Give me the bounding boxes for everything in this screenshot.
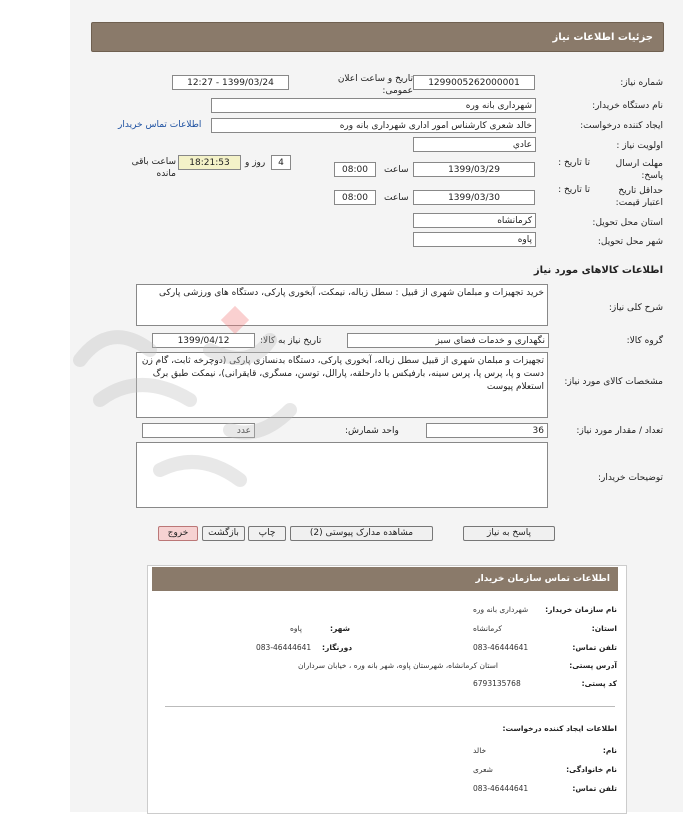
announce-label: تاریخ و ساعت اعلان عمومی: [337, 74, 413, 96]
back-button[interactable]: بازگشت [202, 526, 245, 541]
need-date-field[interactable]: 1399/04/12 [152, 333, 255, 348]
family-value: شعری [473, 765, 493, 774]
buyer-notes-field[interactable] [136, 442, 548, 508]
city-card-value: پاوه [290, 624, 302, 633]
address-label: آدرس پستی: [569, 661, 617, 670]
priority-label: اولویت نیاز : [616, 141, 663, 151]
fax-label: دورنگار: [322, 643, 353, 652]
announce-field[interactable]: 1399/03/24 - 12:27 [172, 75, 289, 90]
remaining-time-field: 18:21:53 [178, 155, 241, 170]
province-card-value: کرمانشاه [473, 624, 503, 633]
card-divider [165, 706, 615, 707]
print-button[interactable]: چاپ [248, 526, 286, 541]
summary-field[interactable]: خرید تجهیزات و مبلمان شهری از قبیل : سطل زباله، نیمکت، آبخوری پارکی، دستگاه های ورزشی پارکی [136, 284, 548, 326]
buyer-org-label: نام دستگاه خریدار: [592, 101, 663, 111]
unit-label: واحد شمارش: [345, 426, 399, 436]
province-field[interactable]: کرمانشاه [413, 213, 536, 228]
family-label: نام خانوادگی: [566, 765, 617, 774]
validity-time-label: ساعت [384, 193, 409, 203]
buyer-notes-label: توضیحات خریدار: [597, 473, 663, 483]
deadline-time-field[interactable]: 08:00 [334, 162, 376, 177]
buyer-org-field[interactable]: شهرداری بانه وره [211, 98, 536, 113]
postal-label: کد پستی: [581, 679, 617, 688]
validity-time-field[interactable]: 08:00 [334, 190, 376, 205]
days-label: روز و [245, 158, 266, 168]
contact-info-link[interactable]: اطلاعات تماس خریدار [118, 120, 202, 130]
qty-field[interactable]: 36 [426, 423, 548, 438]
creator-phone-label: تلفن تماس: [572, 784, 617, 793]
deadline-label: مهلت ارسال پاسخ: [615, 159, 663, 181]
validity-label: حداقل تاریخ اعتبار قیمت: [615, 186, 663, 208]
contact-card [147, 565, 627, 814]
unit-field[interactable]: عدد [142, 423, 255, 438]
qty-label: تعداد / مقدار مورد نیاز: [576, 426, 663, 436]
creator-section-title: اطلاعات ایجاد کننده درخواست: [502, 724, 617, 733]
address-value: استان کرمانشاه، شهرستان پاوه، شهر بانه وره ، خیابان سرداران [298, 661, 498, 670]
org-value: شهرداری بانه وره [473, 605, 529, 614]
phone-card-value: 083-46444641 [473, 643, 529, 652]
city-field[interactable]: پاوه [413, 232, 536, 247]
province-label: استان محل تحویل: [592, 218, 663, 228]
phone-card-label: تلفن تماس: [572, 643, 617, 652]
contact-card-title: اطلاعات تماس سازمان خریدار [152, 567, 618, 591]
group-field[interactable]: نگهداری و خدمات فضای سبز [347, 333, 549, 348]
org-label: نام سازمان خریدار: [545, 605, 617, 614]
spec-label: مشخصات کالای مورد نیاز: [564, 377, 663, 387]
deadline-time-label: ساعت [384, 165, 409, 175]
name-label: نام: [602, 746, 617, 755]
exit-button[interactable]: خروج [158, 526, 198, 541]
priority-field[interactable]: عادي [413, 137, 536, 152]
days-field[interactable]: 4 [271, 155, 291, 170]
validity-to-date-label: تا تاریخ : [558, 185, 590, 195]
need-number-label: شماره نیاز: [620, 78, 663, 88]
creator-field[interactable]: خالد شعری کارشناس امور اداری شهرداری بانه وره [211, 118, 536, 133]
goods-section-title: اطلاعات کالاهای مورد نیاز [533, 265, 663, 276]
reply-button[interactable]: پاسخ به نیاز [463, 526, 555, 541]
fax-value: 083-46444641 [256, 643, 312, 652]
validity-date-field[interactable]: 1399/03/30 [413, 190, 535, 205]
city-card-label: شهر: [330, 624, 350, 633]
need-number-field[interactable]: 1299005262000001 [413, 75, 535, 90]
city-label: شهر محل تحویل: [597, 237, 663, 247]
remaining-label: ساعت باقی مانده [131, 157, 176, 179]
summary-label: شرح کلی نیاز: [608, 303, 663, 313]
deadline-date-field[interactable]: 1399/03/29 [413, 162, 535, 177]
spec-field[interactable]: تجهیزات و مبلمان شهری از قبیل سطل زباله، آبخوری پارکی، دستگاه بدنسازی پارکی (دوچرخه ثابت، گام زن دست و پا، پرس پا، پرس سینه، بارفیکس با دارحلقه، پارالل، توسن، مسگری، قایقرانی)، نیمکت طبق برگ استعلام پیوست [136, 352, 548, 418]
group-label: گروه کالا: [626, 336, 663, 346]
creator-label: ایجاد کننده درخواست: [580, 121, 663, 131]
need-date-label: تاریخ نیاز به کالا: [260, 336, 322, 346]
creator-phone-value: 083-46444641 [473, 784, 529, 793]
postal-value: 6793135768 [473, 679, 521, 688]
name-value: خالد [473, 746, 487, 755]
page-title: جزئیات اطلاعات نیاز [91, 22, 664, 52]
attachments-button[interactable]: مشاهده مدارک پیوستی (2) [290, 526, 433, 541]
deadline-to-date-label: تا تاریخ : [558, 158, 590, 168]
province-card-label: استان: [591, 624, 617, 633]
